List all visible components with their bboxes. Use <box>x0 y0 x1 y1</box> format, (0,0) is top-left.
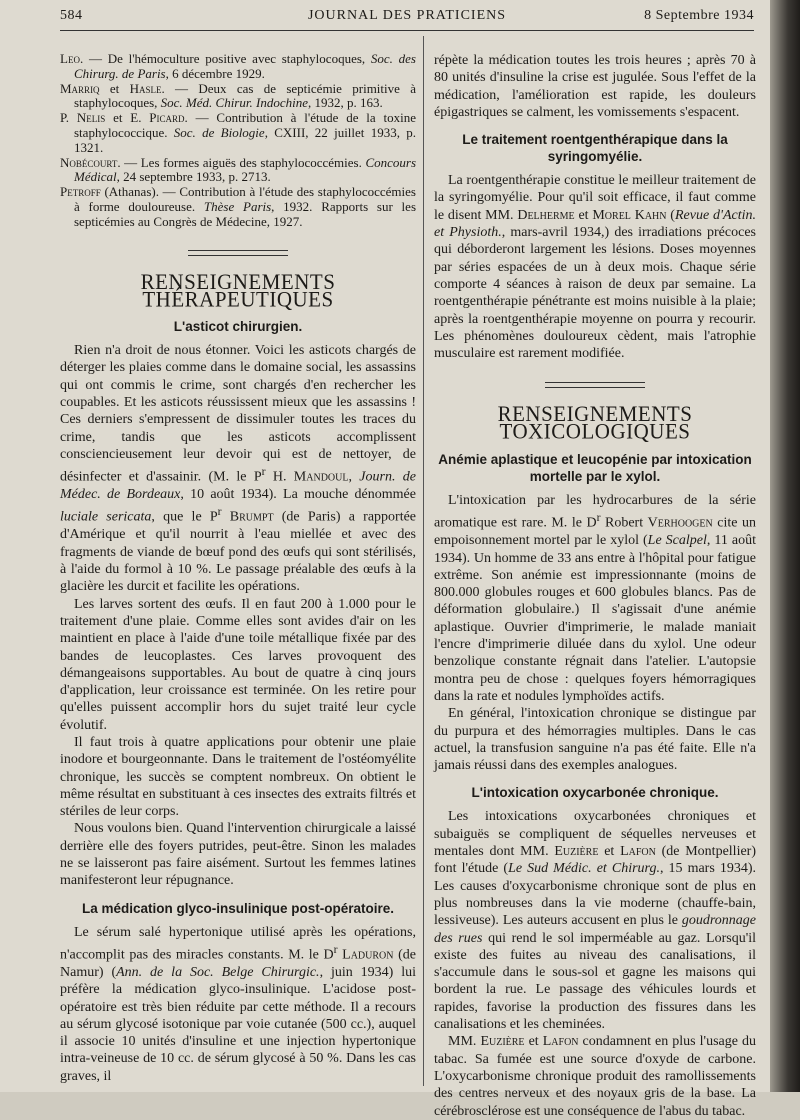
article-title: Le traitement roentgenthérapique dans la syringomyélie. <box>462 132 728 165</box>
article-title: Anémie aplastique et leucopénie par intoxication mortelle par le xylol. <box>438 452 752 485</box>
article-paragraph: Il faut trois à quatre applications pour obtenir une plaie inodore et bourgeonnante. Dans le traitement de l'ostéomyélite chronique, les succès se comptent nombreux. On obtient le même résultat en substituant à ces insectes des extraits filtrés et stériles de leur corps. <box>60 735 416 820</box>
article-paragraph: Les larves sortent des œufs. Il en faut 200 à 1.000 pour le traitement d'une plaie. Comme elles sont avides d'air on les maintient en place à l'aide d'une toile métallique fixée par des bandes de leucoplastes. Ces larves provoquent des démangeaisons supportables. Au bout de quatre à cinq jours d'application, leur croissance est terminée. On les retire pour qu'elles puissent accomplir hors du sujet traité leur cycle évolutif. <box>60 596 416 733</box>
running-header <box>60 8 754 30</box>
article-title: L'intoxication oxycarbonée chronique. <box>471 785 719 801</box>
article-paragraph: Rien n'a droit de nous étonner. Voici les asticots chargés de déterger les plaies comme dans le domaine social, les assassins qui ont commis le crime, sont chargés d'en rechercher les coupables. Et les asticots réussissent mieux que les assassins ! Ces derniers s'empressent de dissimuler toutes les traces du crime, tandis que les asticots accomplissent consciencieusement leur devoir qui est de nettoyer, de désinfecter et d'assainir. (M. le $P^r$ H. Mandoul, Journ. de Médec. de Bordeaux, 10 août 1934). La mouche dénommée luciale sericata, que le $P^r$ Brumpt (de Paris) a rapportée d'Amérique et qu'il nourrit à l'eau miellée et avec des fragments de viande de bœuf pond des œufs qui sont stérilisés, à l'aide du formol à 10 %. Le passage préalable des œufs à la glacière les durcit et facilite les opérations. <box>60 343 417 595</box>
header-rule <box>60 30 754 31</box>
article-paragraph: La roentgenthérapie constitue le meilleur traitement de la syringomyélie. Pour qu'il soit efficace, il faut comme le disent MM. Delherme et Morel Kahn (Revue d'Actin. et Physioth., mars-avril 1934,) des irradiations précoces qui déborderont largement les lésions. Doses moyennes par séries espacées de un à deux mois. Chaque série comporte 4 séances à raison de deux par semaine. La roentgenthérapie pénétrante est moins nuisible à la plaie; après la roentgenthérapie moyenne on pourra y recourir. Les phénomènes douloureux cèdent, mais l'atrophie musculaire est rarement modifiée. <box>434 173 756 362</box>
journal-title: JOURNAL DES PRATICIENS <box>307 8 507 23</box>
section-title-therapeutiques: RENSEIGNEMENTS THÉRAPEUTIQUES <box>140 268 336 312</box>
reference-item: Marriq et Hasle. — Deux cas de septicémie primitive à staphylocoques, Soc. Méd. Chirur. Indochine, 1932, p. 163. <box>60 80 417 111</box>
continued-paragraph: répète la médication toutes les trois heures ; après 70 à 80 unités d'insuline la crise est jugulée. Sous l'effet de la médication, l'amélioration est rapide, les douleurs épigastriques se calment, les vomissements s'espacent. <box>434 53 756 120</box>
article-paragraph: Le sérum salé hypertonique utilisé après les opérations, n'accomplit pas des miracles constants. M. le $D^r$ Laduron (de Namur) (Ann. de la Soc. Belge Chirurgic., juin 1934) lui préfère la médication glyco-insulinique. L'acidose post-opératoire est très bien réduite par cette méthode. Il a recours au sérum glycosé isotonique par voie cutanée (500 cc.), auquel il associe 10 unités d'insuline et une injection hypertonique intra-veineuse de 10 cc. de sérum glycosé à 50 %. Dans les cas graves, il <box>60 924 417 1084</box>
article-paragraph: MM. Euzière et Lafon condamnent en plus l'usage du tabac. Sa fumée est une source d'oxyde de carbone. L'oxycarbonisme chronique produit des ramollissements des centres nerveux et des noyaux gris de la base. La cérébrosclérose est une conséquence de l'abus du tabac. <box>434 1034 756 1119</box>
column-divider <box>423 36 424 1086</box>
article-paragraph: L'intoxication par les hydrocarbures de la série aromatique est rare. M. le $D^r$ Robert Verhoogen cite un empoisonnement mortel par le xylol (Le Scalpel, 11 août 1934). Un homme de 33 ans entre à l'hôpital pour fatigue extrême. Son anémie est impressionnante (moins de 800.000 globules rouges et 600 globules blancs. Pas de déformation globulaire.) Il s'agissait d'une anémie aplastique. Ouvrier d'imprimerie, le malade maniait l'encre d'imprimerie diluée dans du xylol. Une odeur benzolique constante régnait dans l'atelier. L'autopsie montra peu de chose : quelques foyers hémorragiques dans la rate et nodules lymphoïdes actifs. <box>434 493 756 704</box>
reference-item: Leo. — De l'hémoculture positive avec staphylocoques, Soc. des Chirurg. de Paris, 6 décembre 1929. <box>60 51 416 81</box>
article-title: L'asticot chirurgien. <box>173 319 303 335</box>
reference-item: Nobécourt. — Les formes aiguës des staphylococcémies. Concours Médical, 24 septembre 1933, p. 2713. <box>60 154 416 185</box>
left-column <box>60 52 416 1085</box>
issue-date: 8 Septembre 1934 <box>644 8 754 23</box>
page-number: 584 <box>60 8 83 23</box>
article-paragraph: Nous voulons bien. Quand l'intervention chirurgicale a laissé derrière elle des foyers putrides, peut-être. Sinon les malades ne se laisseront pas faire aisément. Surtout les femmes latines manifesteront leur répugnance. <box>60 821 416 889</box>
reference-item: Petroff (Athanas). — Contribution à l'étude des staphylococcémies à forme douloureuse. Thèse Paris, 1932. Rapports sur les septicémies au Congrès de Médecine, 1927. <box>60 184 416 229</box>
binding-gutter-shadow <box>770 0 800 1092</box>
article-paragraph: Les intoxications oxycarbonées chroniques et subaiguës se compliquent de séquelles nerveuses et mentales dont MM. Euzière et Lafon (de Montpellier) font l'étude (Le Sud Médic. et Chirurg., 15 mars 1934). Les causes d'oxycarbonisme chronique sont de plus en plus nombreuses dans la vie moderne (chauffe-bain, lessiveuse). Les auteurs accusent en plus le goudronnage des rues qui rend le sol imperméable au gaz. Lorsqu'il existe des fuites au niveau des canalisations, il s'accumule dans le sous-sol et gagne les maisons qui bordent la rue. Le passage des véhicules lourds et rapides, favorise la production des fissures dans les canalisations et les cheminées. <box>434 809 757 1033</box>
reference-item: P. Nelis et E. Picard. — Contribution à l'étude de la toxine staphylococcique. Soc. de Biologie, CXIII, 22 juillet 1933, p. 1321. <box>60 110 416 155</box>
right-column <box>434 52 756 1120</box>
double-rule-divider <box>545 382 645 388</box>
section-title-toxicologiques: RENSEIGNEMENTS TOXICOLOGIQUES <box>497 401 693 445</box>
article-title: La médication glyco-insulinique post-opératoire. <box>81 900 395 916</box>
article-paragraph: En général, l'intoxication chronique se distingue par du purpura et des hémorragies multiples. Dans le cas actuel, la transfusion sanguine n'a pas été faite. Elle n'a jamais réussi dans des exemples analogues. <box>434 706 756 774</box>
reference-list <box>60 52 416 230</box>
double-rule-divider <box>188 250 288 256</box>
